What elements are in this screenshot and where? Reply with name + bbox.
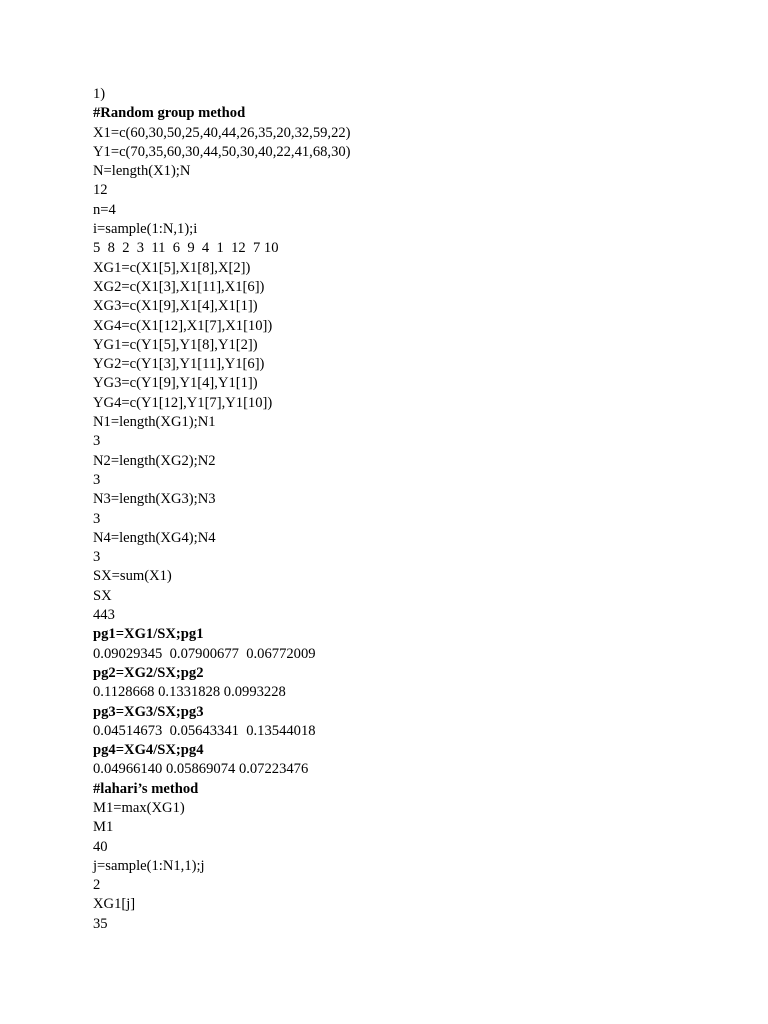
document-text-line: YG1=c(Y1[5],Y1[8],Y1[2])	[93, 336, 258, 353]
document-text-line: 0.04514673 0.05643341 0.13544018	[93, 722, 316, 739]
document-text-line: 3	[93, 471, 101, 488]
document-text-line: N1=length(XG1);N1	[93, 414, 216, 431]
document-text-line: 40	[93, 838, 108, 855]
document-text-line: Y1=c(70,35,60,30,44,50,30,40,22,41,68,30)	[93, 143, 351, 160]
document-text-line: i=sample(1:N,1);i	[93, 221, 198, 238]
document-text-line: 0.09029345 0.07900677 0.06772009	[93, 645, 316, 662]
document-text-line: 5 8 2 3 11 6 9 4 1 12 7 10	[93, 240, 279, 257]
document-text-line: N=length(X1);N	[93, 163, 191, 180]
document-text-line: YG2=c(Y1[3],Y1[11],Y1[6])	[93, 356, 265, 373]
document-text-line: SX	[93, 587, 112, 604]
document-heading-line: #lahari’s method	[93, 780, 199, 797]
document-text-line: n=4	[93, 201, 116, 218]
document-text-line: XG1=c(X1[5],X1[8],X[2])	[93, 259, 251, 276]
document-text-line: 35	[93, 915, 108, 932]
document-heading-line: pg3=XG3/SX;pg3	[93, 703, 204, 720]
document-body	[93, 85, 351, 934]
document-text-line: 1)	[93, 86, 106, 102]
document-heading-line: pg2=XG2/SX;pg2	[93, 664, 204, 681]
document-text-line: 3	[93, 433, 101, 450]
document-text-line: N2=length(XG2);N2	[93, 452, 216, 469]
document-text-line: XG2=c(X1[3],X1[11],X1[6])	[93, 278, 265, 295]
document-text-line: 2	[93, 877, 101, 894]
document-heading-line: pg1=XG1/SX;pg1	[93, 626, 204, 643]
document-text-line: SX=sum(X1)	[93, 568, 172, 585]
document-text-line: N4=length(XG4);N4	[93, 529, 216, 546]
document-text-line: 443	[93, 607, 115, 624]
document-text-line: 3	[93, 510, 101, 527]
document-text-line: M1	[93, 819, 114, 836]
document-text-line: j=sample(1:N1,1);j	[93, 857, 205, 874]
document-text-line: XG4=c(X1[12],X1[7],X1[10])	[93, 317, 273, 334]
document-text-line: N3=length(XG3);N3	[93, 491, 216, 508]
document-text-line: 0.04966140 0.05869074 0.07223476	[93, 761, 309, 778]
document-text-line: YG4=c(Y1[12],Y1[7],Y1[10])	[93, 394, 273, 411]
document-text-line: 0.1128668 0.1331828 0.0993228	[93, 684, 286, 701]
document-text-line: XG3=c(X1[9],X1[4],X1[1])	[93, 298, 258, 315]
document-text-line: YG3=c(Y1[9],Y1[4],Y1[1])	[93, 375, 258, 392]
document-heading-line: pg4=XG4/SX;pg4	[93, 742, 204, 759]
document-text-line: XG1[j]	[93, 896, 136, 913]
document-text-line: X1=c(60,30,50,25,40,44,26,35,20,32,59,22)	[93, 124, 351, 141]
document-text-line: 12	[93, 182, 108, 199]
document-text-line: M1=max(XG1)	[93, 799, 185, 816]
document-heading-line: #Random group method	[93, 105, 246, 122]
document-text-line: 3	[93, 549, 101, 566]
